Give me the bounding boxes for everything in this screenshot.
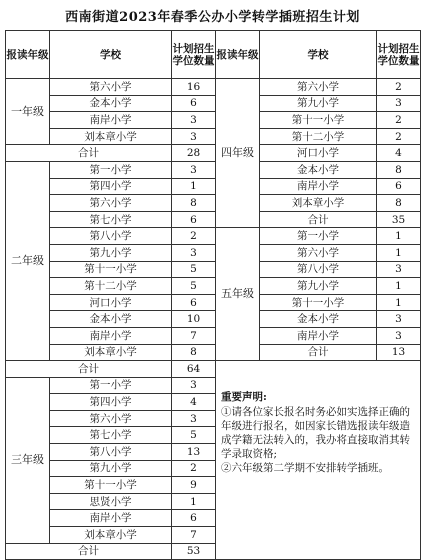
table-row bbox=[6, 211, 421, 228]
total-label-grade4: 合计 bbox=[260, 211, 377, 228]
quota-cell: 3 bbox=[172, 244, 216, 261]
school-cell: 刘本章小学 bbox=[50, 128, 172, 145]
quota-cell: 3 bbox=[377, 311, 421, 328]
quota-cell: 3 bbox=[377, 261, 421, 278]
school-cell: 第一小学 bbox=[50, 377, 172, 394]
quota-cell: 10 bbox=[172, 311, 216, 328]
total-label-grade3: 合计 bbox=[6, 543, 172, 560]
quota-cell: 2 bbox=[377, 112, 421, 129]
table-row bbox=[6, 145, 421, 162]
table-row bbox=[6, 294, 421, 311]
school-cell: 第十一小学 bbox=[50, 261, 172, 278]
school-cell: 第六小学 bbox=[260, 79, 377, 96]
quota-cell: 3 bbox=[172, 410, 216, 427]
table-row bbox=[6, 278, 421, 295]
grade-label-grade2: 二年级 bbox=[6, 161, 50, 360]
quota-cell: 5 bbox=[172, 278, 216, 295]
document-title: 西南街道2023年春季公办小学转学插班招生计划 bbox=[65, 10, 360, 25]
quota-cell: 2 bbox=[172, 460, 216, 477]
quota-cell: 5 bbox=[172, 261, 216, 278]
quota-cell: 1 bbox=[377, 228, 421, 245]
table-row bbox=[6, 161, 421, 178]
school-cell: 刘本章小学 bbox=[260, 195, 377, 212]
school-cell: 第十一小学 bbox=[50, 477, 172, 494]
quota-cell: 8 bbox=[377, 195, 421, 212]
school-cell: 金本小学 bbox=[50, 311, 172, 328]
school-cell: 第一小学 bbox=[260, 228, 377, 245]
school-cell: 南岸小学 bbox=[260, 178, 377, 195]
table-row bbox=[6, 79, 421, 96]
school-cell: 第四小学 bbox=[50, 178, 172, 195]
notes-heading: 重要声明: bbox=[221, 391, 267, 404]
school-cell: 第七小学 bbox=[50, 211, 172, 228]
school-cell: 第一小学 bbox=[50, 161, 172, 178]
quota-cell: 1 bbox=[377, 294, 421, 311]
quota-cell: 3 bbox=[172, 161, 216, 178]
school-cell: 河口小学 bbox=[260, 145, 377, 162]
total-label-grade2: 合计 bbox=[6, 361, 172, 378]
school-cell: 第九小学 bbox=[50, 460, 172, 477]
school-cell: 第九小学 bbox=[260, 278, 377, 295]
table-row bbox=[6, 361, 421, 378]
table-row bbox=[6, 228, 421, 245]
quota-cell: 3 bbox=[172, 112, 216, 129]
grade-label-grade3: 三年级 bbox=[6, 377, 50, 543]
table-row bbox=[6, 195, 421, 212]
header-school-right: 学校 bbox=[260, 31, 377, 79]
quota-cell: 2 bbox=[377, 79, 421, 96]
school-cell: 思贤小学 bbox=[50, 493, 172, 510]
school-cell: 第十一小学 bbox=[260, 112, 377, 129]
school-cell: 南岸小学 bbox=[260, 327, 377, 344]
quota-cell: 3 bbox=[172, 377, 216, 394]
quota-cell: 1 bbox=[172, 493, 216, 510]
header-row bbox=[6, 31, 421, 79]
quota-cell: 6 bbox=[172, 211, 216, 228]
quota-cell: 1 bbox=[172, 178, 216, 195]
school-cell: 第六小学 bbox=[50, 410, 172, 427]
header-school-left: 学校 bbox=[50, 31, 172, 79]
quota-cell: 8 bbox=[377, 161, 421, 178]
quota-cell: 5 bbox=[172, 427, 216, 444]
quota-cell: 3 bbox=[377, 95, 421, 112]
school-cell: 河口小学 bbox=[50, 294, 172, 311]
total-value-grade2: 64 bbox=[172, 361, 216, 378]
quota-cell: 3 bbox=[377, 327, 421, 344]
quota-cell: 7 bbox=[172, 327, 216, 344]
header-quota-right: 计划招生学位数量 bbox=[377, 31, 421, 79]
total-label-grade1: 合计 bbox=[6, 145, 172, 162]
table-row bbox=[6, 244, 421, 261]
school-cell: 第七小学 bbox=[50, 427, 172, 444]
notes-item-2: ②六年级第二学期不安排转学插班。 bbox=[221, 462, 389, 475]
school-cell: 第九小学 bbox=[260, 95, 377, 112]
quota-cell: 9 bbox=[172, 477, 216, 494]
total-value-grade5: 13 bbox=[377, 344, 421, 361]
school-cell: 第八小学 bbox=[260, 261, 377, 278]
quota-cell: 13 bbox=[172, 444, 216, 461]
school-cell: 第四小学 bbox=[50, 394, 172, 411]
school-cell: 第六小学 bbox=[50, 195, 172, 212]
table-row bbox=[6, 112, 421, 129]
grade-label-grade4: 四年级 bbox=[216, 79, 260, 228]
total-value-grade3: 53 bbox=[172, 543, 216, 560]
school-cell: 第六小学 bbox=[260, 244, 377, 261]
quota-cell: 1 bbox=[377, 278, 421, 295]
school-cell: 南岸小学 bbox=[50, 112, 172, 129]
grade-label-grade1: 一年级 bbox=[6, 79, 50, 145]
school-cell: 第九小学 bbox=[50, 244, 172, 261]
total-value-grade1: 28 bbox=[172, 145, 216, 162]
table-row bbox=[6, 261, 421, 278]
grade-label-grade5: 五年级 bbox=[216, 228, 260, 361]
school-cell: 金本小学 bbox=[260, 161, 377, 178]
quota-cell: 8 bbox=[172, 195, 216, 212]
header-grade-left: 报读年级 bbox=[6, 31, 50, 79]
total-value-grade4: 35 bbox=[377, 211, 421, 228]
notes-item-1: ①请各位家长报名时务必如实选择正确的年级进行报名，如因家长错选报读年级造成学籍无法转入的，我办将直接取消其转学录取资格; bbox=[221, 406, 410, 461]
quota-cell: 4 bbox=[377, 145, 421, 162]
table-row bbox=[6, 327, 421, 344]
quota-cell: 6 bbox=[172, 294, 216, 311]
school-cell: 第十二小学 bbox=[50, 278, 172, 295]
school-cell: 金本小学 bbox=[260, 311, 377, 328]
school-cell: 第八小学 bbox=[50, 444, 172, 461]
school-cell: 第十二小学 bbox=[260, 128, 377, 145]
quota-cell: 7 bbox=[172, 527, 216, 544]
quota-cell: 6 bbox=[172, 510, 216, 527]
enrollment-table bbox=[5, 30, 421, 560]
table-row bbox=[6, 178, 421, 195]
enrollment-table-body bbox=[6, 31, 421, 560]
quota-cell: 8 bbox=[172, 344, 216, 361]
quota-cell: 4 bbox=[172, 394, 216, 411]
school-cell: 南岸小学 bbox=[50, 510, 172, 527]
header-grade-right: 报读年级 bbox=[216, 31, 260, 79]
quota-cell: 6 bbox=[377, 178, 421, 195]
notes-cell bbox=[216, 361, 421, 560]
school-cell: 南岸小学 bbox=[50, 327, 172, 344]
table-row bbox=[6, 128, 421, 145]
table-row bbox=[6, 311, 421, 328]
quota-cell: 6 bbox=[172, 95, 216, 112]
total-label-grade5: 合计 bbox=[260, 344, 377, 361]
header-quota-left: 计划招生学位数量 bbox=[172, 31, 216, 79]
school-cell: 第六小学 bbox=[50, 79, 172, 96]
school-cell: 第十一小学 bbox=[260, 294, 377, 311]
school-cell: 金本小学 bbox=[50, 95, 172, 112]
quota-cell: 16 bbox=[172, 79, 216, 96]
table-row bbox=[6, 95, 421, 112]
school-cell: 刘本章小学 bbox=[50, 527, 172, 544]
quota-cell: 2 bbox=[172, 228, 216, 245]
school-cell: 第八小学 bbox=[50, 228, 172, 245]
quota-cell: 3 bbox=[172, 128, 216, 145]
quota-cell: 2 bbox=[377, 128, 421, 145]
quota-cell: 1 bbox=[377, 244, 421, 261]
school-cell: 刘本章小学 bbox=[50, 344, 172, 361]
table-row bbox=[6, 344, 421, 361]
